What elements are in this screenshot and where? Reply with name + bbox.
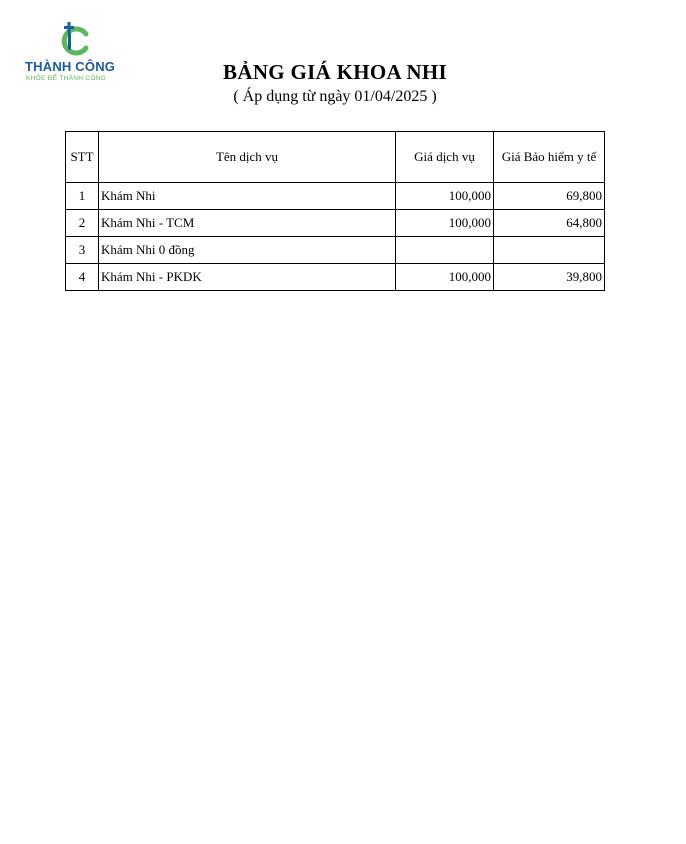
row-service-name: Khám Nhi [99, 183, 396, 210]
page-subtitle: ( Áp dụng từ ngày 01/04/2025 ) [233, 88, 437, 105]
row-stt: 4 [66, 264, 99, 291]
column-header-service-price: Giá dịch vụ [396, 132, 494, 183]
row-insurance-price: 39,800 [494, 264, 605, 291]
medical-cross-logo-icon [56, 20, 96, 60]
table-row [66, 237, 605, 264]
logo-name: THÀNH CÔNG [25, 59, 116, 74]
row-stt: 1 [66, 183, 99, 210]
row-insurance-price: 64,800 [494, 210, 605, 237]
logo-tagline: KHỎE ĐỂ THÀNH CÔNG [26, 75, 107, 82]
row-stt: 3 [66, 237, 99, 264]
column-header-stt: STT [66, 132, 99, 183]
row-service-name: Khám Nhi 0 đồng [99, 237, 396, 264]
column-header-insurance-price: Giá Bảo hiểm y tế [494, 132, 605, 183]
table-row [66, 210, 605, 237]
row-service-price: 100,000 [396, 210, 494, 237]
column-header-service-name: Tên dịch vụ [99, 132, 396, 183]
table-header-row [66, 132, 605, 183]
price-table [65, 131, 605, 291]
row-service-price [396, 237, 494, 264]
row-service-price: 100,000 [396, 183, 494, 210]
row-stt: 2 [66, 210, 99, 237]
page-title: BẢNG GIÁ KHOA NHI [223, 60, 447, 84]
row-insurance-price [494, 237, 605, 264]
row-service-price: 100,000 [396, 264, 494, 291]
table-row [66, 264, 605, 291]
table-row [66, 183, 605, 210]
row-service-name: Khám Nhi - PKDK [99, 264, 396, 291]
row-insurance-price: 69,800 [494, 183, 605, 210]
row-service-name: Khám Nhi - TCM [99, 210, 396, 237]
